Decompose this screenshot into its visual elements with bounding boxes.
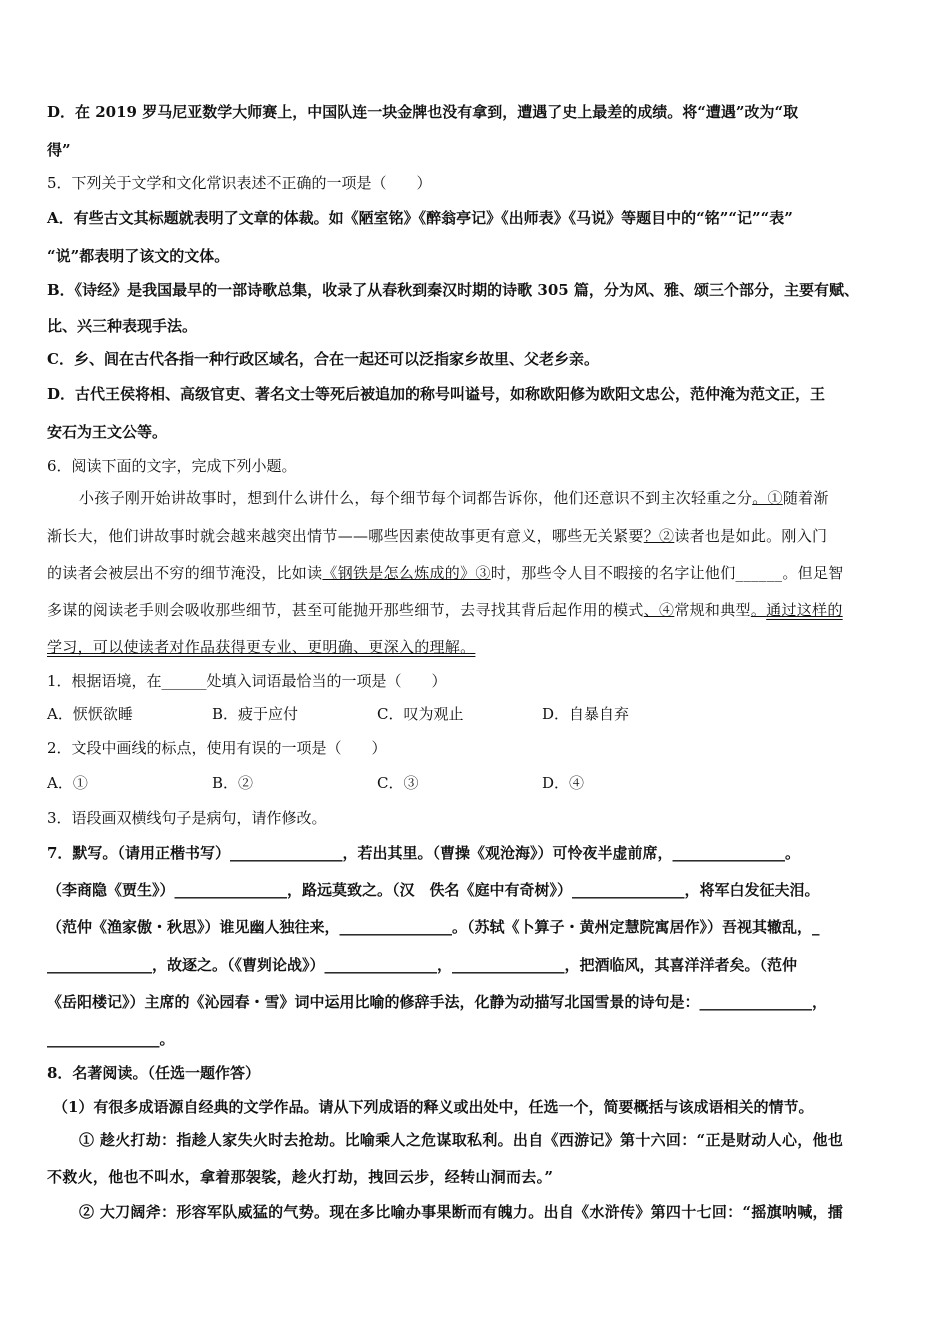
q7-line6: _______________。: [47, 1030, 175, 1048]
q7-line3: （范仲《渔家傲・秋思》）谁见幽人独往来，_______________。（苏轼《卜算子・黄州定慧院寓居作》）吾视其辙乱，_: [47, 918, 820, 936]
q6-sub1-stem: 1．根据语境，在______处填入词语最恰当的一项是（ ）: [47, 672, 447, 690]
q8-item2-line1: ② 大刀阔斧：形容军队威猛的气势。现在多比喻办事果断而有魄力。出自《水浒传》第四十七回：“摇旗呐喊，擂: [79, 1203, 844, 1221]
q6-sub2-stem: 2．文段中画线的标点，使用有误的一项是（ ）: [47, 739, 387, 757]
q7-line1: 7．默写。（请用正楷书写）_______________，若出其里。（曹操《观沧海》）可怜夜半虚前席，_______________。: [47, 844, 800, 862]
underlined-punct-2: ？②: [643, 527, 675, 545]
q6-passage-line3: [47, 562, 909, 584]
q7-line2: （李商隐《贾生》）_______________，路远莫致之。（汉 佚名《庭中有奇树》）_______________，将军白发征夫泪。: [47, 881, 820, 899]
q8-item1-line1: ① 趁火打劫：指趁人家失火时去抢劫。比喻乘人之危谋取私利。出自《西游记》第十六回：“正是财动人心，他也: [79, 1131, 844, 1149]
double-underlined-sentence: 学习，可以使读者对作品获得更专业、更明确、更深入的理解。: [47, 638, 476, 656]
underlined-punct-1: 。①: [752, 489, 783, 507]
passage-text: 随着渐: [782, 489, 829, 507]
q5-option-d-line2: 安石为王文公等。: [47, 423, 168, 441]
q8-stem: 8．名著阅读。（任选一题作答）: [47, 1064, 260, 1082]
q6-passage-line5: [47, 636, 909, 658]
q6-sub3-stem: 3．语段画双横线句子是病句，请作修改。: [47, 809, 327, 827]
q8-sub1: （1）有很多成语源自经典的文学作品。请从下列成语的释义或出处中，任选一个，简要概括与该成语相关的情节。: [53, 1098, 814, 1116]
q6-sub2-option-a: A．①: [47, 774, 88, 792]
passage-text: 读者也是如此。刚入门: [674, 527, 828, 545]
passage-text: 常规和典型: [674, 601, 751, 619]
q8-item1-line2: 不救火，他也不叫水，拿着那袈裟，趁火打劫，拽回云步，经转山洞而去。”: [47, 1168, 554, 1186]
q6-stem: 6．阅读下面的文字，完成下列小题。: [47, 457, 297, 475]
q5-option-a-line2: “说”都表明了该文的文体。: [47, 247, 230, 265]
q6-sub2-option-c: C．③: [377, 774, 419, 792]
q4-option-d-line2: 得”: [47, 141, 71, 159]
passage-text: 多谋的阅读老手则会吸收那些细节，甚至可能抛开那些细节，去寻找其背后起作用的模式: [47, 601, 644, 619]
q6-sub2-option-b: B．②: [212, 774, 254, 792]
q5-option-a-line1: A．有些古文其标题就表明了文章的体裁。如《陋室铭》《醉翁亭记》《出师表》《马说》等题目中的“铭”“记”“表”: [47, 209, 793, 227]
q5-option-b-line1: B．《诗经》是我国最早的一部诗歌总集，收录了从春秋到秦汉时期的诗歌 305 篇，分为风、雅、颂三个部分，主要有赋、: [47, 281, 859, 299]
passage-text: 的读者会被层出不穷的细节淹没，比如读: [47, 564, 323, 582]
q6-passage-line2: [47, 525, 909, 547]
q6-passage-line1: [79, 487, 909, 509]
fill-blank: ______: [735, 564, 783, 582]
passage-text: 小孩子刚开始讲故事时，想到什么讲什么，每个细节每个词都告诉你，他们还意识不到主次轻重之分: [79, 489, 753, 507]
passage-text: 渐长大，他们讲故事时就会越来越突出情节——哪些因素使故事更有意义，哪些无关紧要: [47, 527, 644, 545]
q5-option-b-line2: 比、兴三种表现手法。: [47, 317, 198, 335]
passage-text: 时，那些令人目不暇接的名字让他们: [490, 564, 736, 582]
q6-passage-line4: [47, 599, 909, 621]
passage-text: 。: [750, 601, 767, 619]
underlined-punct-3: 《钢铁是怎么炼成的》③: [322, 564, 491, 582]
q5-option-c: C．乡、闾在古代各指一种行政区域名，合在一起还可以泛指家乡故里、父老乡亲。: [47, 350, 599, 368]
q7-line4: ______________，故逐之。（《曹刿论战》）_______________，_______________，把酒临风，其喜洋洋者矣。（范仲: [47, 956, 798, 974]
q6-sub1-option-c: C．叹为观止: [377, 705, 464, 723]
q4-option-d-line1: D．在 2019 罗马尼亚数学大师赛上，中国队连一块金牌也没有拿到，遭遇了史上最差的成绩。将“遭遇”改为“取: [47, 103, 799, 121]
underlined-punct-4: 、④: [643, 601, 675, 619]
q7-line5: 《岳阳楼记》）主席的《沁园春・雪》词中运用比喻的修辞手法，化静为动描写北国雪景的诗句是：_______________，: [47, 993, 828, 1011]
q6-sub1-option-d: D．自暴自弃: [542, 705, 630, 723]
q6-sub1-option-a: A．恹恹欲睡: [47, 705, 133, 723]
double-underlined-sentence: 通过这样的: [766, 601, 843, 619]
q6-sub2-option-d: D．④: [542, 774, 585, 792]
q5-option-d-line1: D．古代王侯将相、高级官吏、著名文士等死后被追加的称号叫谥号，如称欧阳修为欧阳文忠公，范仲淹为范文正，王: [47, 385, 826, 403]
q5-stem: 5．下列关于文学和文化常识表述不正确的一项是（ ）: [47, 174, 432, 192]
q6-sub1-option-b: B．疲于应付: [212, 705, 299, 723]
passage-text: 。但足智: [782, 564, 844, 582]
